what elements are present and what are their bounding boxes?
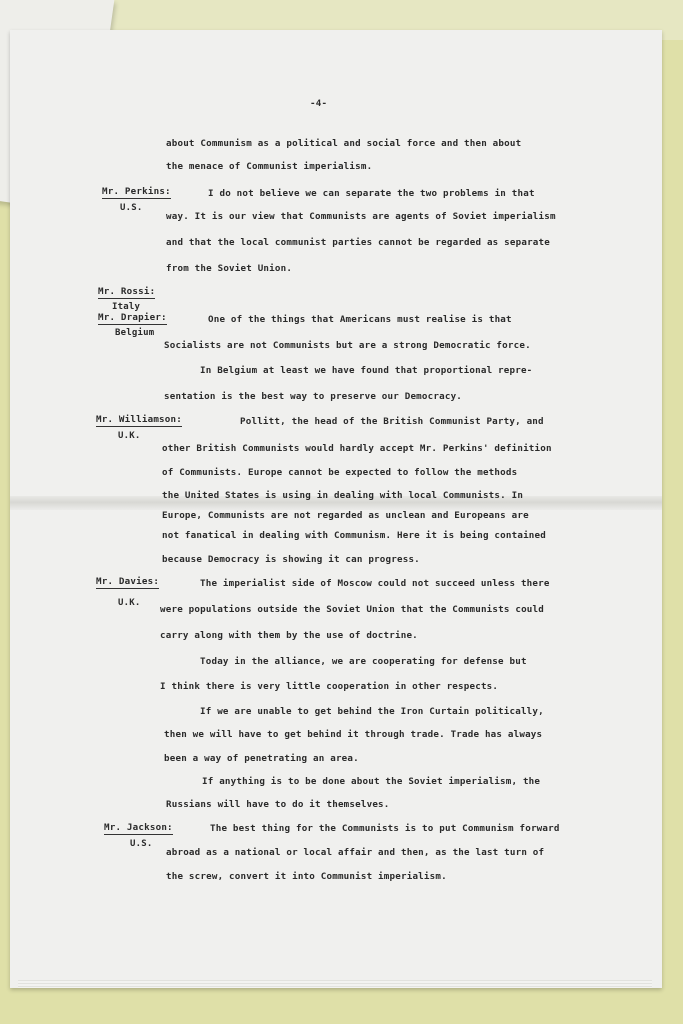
transcript-line: If anything is to be done about the Soviet imperialism, the	[202, 776, 541, 787]
transcript-line: because Democracy is showing it can progress.	[162, 554, 420, 565]
speaker-country: U.K.	[118, 431, 141, 441]
transcript-line: other British Communists would hardly accept Mr. Perkins' definition	[162, 443, 552, 454]
page-number: -4-	[310, 98, 328, 109]
transcript-line: Socialists are not Communists but are a strong Democratic force.	[164, 340, 531, 351]
transcript-line: the United States is using in dealing with local Communists. In	[162, 490, 524, 501]
transcript-line: In Belgium at least we have found that proportional repre-	[200, 365, 533, 376]
speaker-name: Mr. Davies:	[96, 576, 160, 587]
speaker-name: Mr. Perkins:	[102, 186, 171, 197]
speaker-country: U.S.	[120, 203, 143, 213]
transcript-line: The imperialist side of Moscow could not succeed unless there	[200, 578, 550, 589]
transcript-line: I think there is very little cooperation in other respects.	[160, 681, 499, 692]
transcript-line: Today in the alliance, we are cooperating for defense but	[200, 656, 527, 667]
speaker-country: Belgium	[115, 328, 155, 338]
transcript-line: abroad as a national or local affair and then, as the last turn of	[166, 847, 545, 858]
speaker-country: U.K.	[118, 598, 141, 608]
transcript-line: about Communism as a political and social force and then about	[166, 138, 522, 149]
speaker-name: Mr. Rossi:	[98, 286, 156, 297]
speaker-name: Mr. Drapier:	[98, 312, 167, 323]
transcript-line: were populations outside the Soviet Union that the Communists could	[160, 604, 544, 615]
transcript-line: One of the things that Americans must realise is that	[208, 314, 512, 325]
transcript-line: The best thing for the Communists is to put Communism forward	[210, 823, 560, 834]
transcript-line: from the Soviet Union.	[166, 263, 293, 274]
transcript-line: way. It is our view that Communists are agents of Soviet imperialism	[166, 211, 556, 222]
transcript-line: the screw, convert it into Communist imperialism.	[166, 871, 447, 882]
transcript-line: Russians will have to do it themselves.	[166, 799, 390, 810]
transcript-line: sentation is the best way to preserve our Democracy.	[164, 391, 463, 402]
transcript-line: carry along with them by the use of doctrine.	[160, 630, 418, 641]
transcript-line: not fanatical in dealing with Communism. Here it is being contained	[162, 530, 546, 541]
speaker-name: Mr. Williamson:	[96, 414, 182, 425]
transcript-line: the menace of Communist imperialism.	[166, 161, 373, 172]
speaker-name: Mr. Jackson:	[104, 822, 173, 833]
transcript-line: of Communists. Europe cannot be expected to follow the methods	[162, 467, 518, 478]
page-stack-edge	[18, 980, 652, 988]
transcript-line: If we are unable to get behind the Iron Curtain politically,	[200, 706, 544, 717]
speaker-country: U.S.	[130, 839, 153, 849]
transcript-line: been a way of penetrating an area.	[164, 753, 359, 764]
transcript-line: Europe, Communists are not regarded as unclean and Europeans are	[162, 510, 529, 521]
transcript-line: and that the local communist parties cannot be regarded as separate	[166, 237, 550, 248]
transcript-line: then we will have to get behind it through trade. Trade has always	[164, 729, 543, 740]
transcript-line: I do not believe we can separate the two problems in that	[208, 188, 535, 199]
transcript-line: Pollitt, the head of the British Communist Party, and	[240, 416, 544, 427]
speaker-country: Italy	[112, 302, 141, 312]
